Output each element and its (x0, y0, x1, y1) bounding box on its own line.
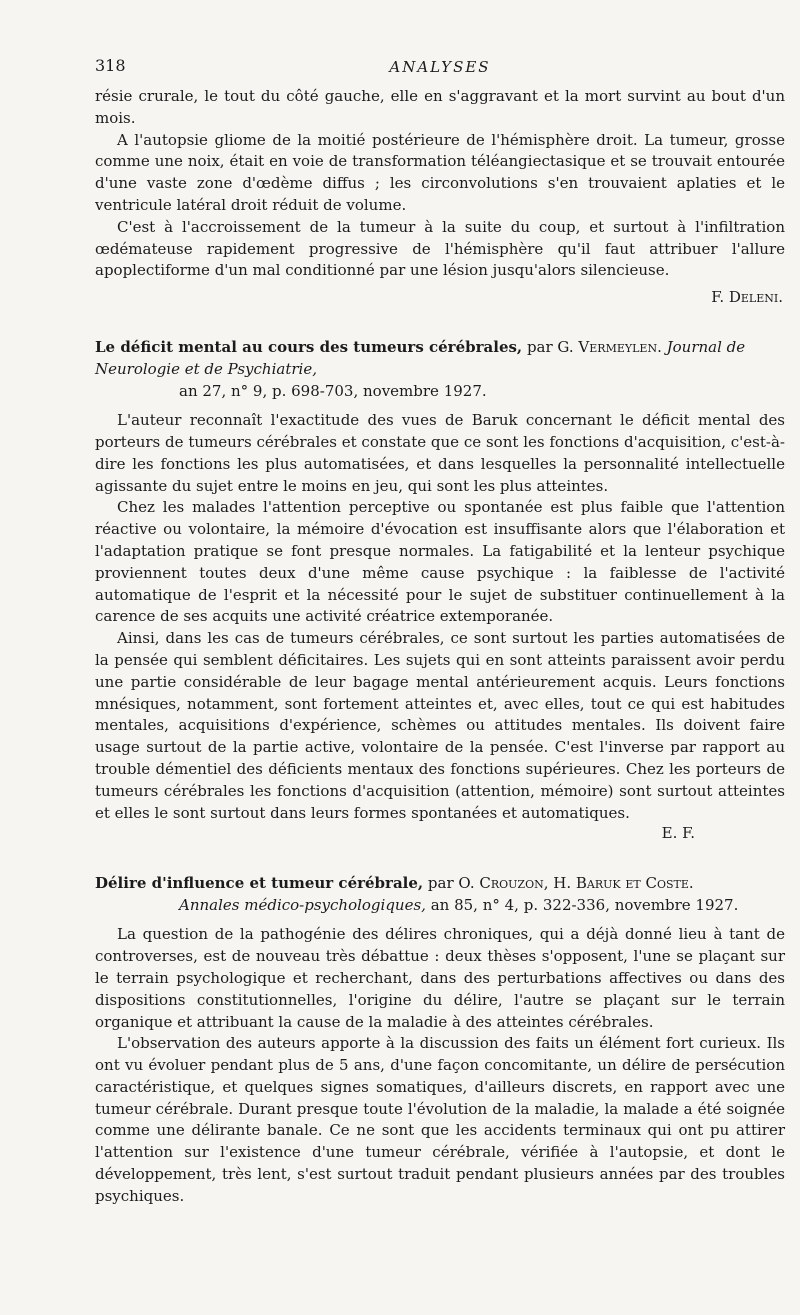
review-heading (95, 336, 785, 402)
page-number: 318 (95, 56, 126, 75)
article-title: Délire d'influence et tumeur cérébrale, (95, 874, 424, 893)
journal-name: Journal de Neurologie et de Psychiatrie, (95, 338, 746, 379)
running-head (95, 56, 785, 86)
review-3 (95, 872, 785, 1207)
paragraph: C'est à l'accroissement de la tumeur à la suite du coup, et surtout à l'infiltration œdémateuse rapidement progressive de l'hémisphère qu'il faut attribuer l'allure apoplectiforme d'un mal conditionné par une lésion jusqu'alors silencieuse. (95, 217, 785, 280)
by-label: par G. (526, 338, 574, 357)
publication-details: an 85, n° 4, p. 322-336, novembre 1927. (430, 896, 739, 915)
review-1 (95, 86, 785, 308)
page (95, 56, 785, 1208)
article-title: Le déficit mental au cours des tumeurs cérébrales, (95, 338, 523, 357)
article-author: Vermeylen. (578, 338, 662, 357)
paragraph: Ainsi, dans les cas de tumeurs cérébrales, ce sont surtout les parties automatisées de la pensée qui semblent déficitaires. Les sujets qui en sont atteints paraissent avoir perdu une partie considérable de leur bagage mental antérieurement acquis. Leurs fonctions mnésiques, notamment, sont fortement atteintes et, avec elles, tout ce qui est habitudes mentales, acquisitions d'expérience, schèmes ou attitudes mentales. Ils doivent faire usage surtout de la partie active, volontaire de la pensée. C'est l'inverse par rapport au trouble démentiel des déficients mentaux des fonctions supérieures. Chez les porteurs de tumeurs cérébrales les fonctions d'acquisition (attention, mémoire) sont surtout atteintes et elles le sont surtout dans leurs formes spontanées et automatiques. (95, 629, 785, 822)
journal-name: Annales médico-psychologiques, (179, 896, 426, 915)
paragraph: résie crurale, le tout du côté gauche, elle en s'aggravant et la mort survint au bout d'un mois. (95, 87, 785, 127)
reviewer-signature: F. Deleni. (711, 288, 783, 307)
review-2 (95, 336, 785, 844)
paragraph: L'observation des auteurs apporte à la discussion des faits un élément fort curieux. Ils ont vu évoluer pendant plus de 5 ans, d'une façon concomitante, un délire de persécution caractéristique, et quelques signes somatiques, d'ailleurs discrets, en rapport avec une tumeur cérébrale. Durant presque toute l'évolution de la maladie, la malade a été soignée comme une délirante banale. Ce ne sont que les accidents terminaux qui ont pu attirer l'attention sur l'existence d'une tumeur cérébrale, vérifiée à l'autopsie, et dont le développement, très lent, s'est surtout traduit pendant plusieurs années par des troubles psychiques. (95, 1034, 785, 1205)
publication-details: an 27, n° 9, p. 698-703, novembre 1927. (179, 382, 487, 401)
running-title: ANALYSES (389, 58, 491, 76)
paragraph: Chez les malades l'attention perceptive ou spontanée est plus faible que l'attention réactive ou volontaire, la mémoire d'évocation est insuffisante alors que l'élaboration et l'adaptation pratique se font presque normales. La fatigabilité et la lenteur psychique proviennent toutes deux d'une même cause psychique : la faiblesse de l'activité automatique de l'esprit et la nécessité pour le sujet de substituer continuellement à la carence de ses acquits une activité créatrice extemporanée. (95, 498, 785, 626)
reviewer-signature: E. F. (661, 824, 695, 843)
paragraph: La question de la pathogénie des délires chroniques, qui a déjà donné lieu à tant de controverses, est de nouveau très débattue : deux thèses s'opposent, l'une se plaçant sur le terrain psychologique et recherchant, dans des perturbations affectives ou dans des dispositions constitutionnelles, l'origine du délire, l'autre se plaçant sur le terrain organique et attribuant la cause de la maladie à des atteintes cérébrales. (95, 925, 785, 1031)
by-label: par O. (427, 874, 475, 893)
paragraph: A l'autopsie gliome de la moitié postérieure de l'hémisphère droit. La tumeur, grosse comme une noix, était en voie de transformation téléangiectasique et se trouvait entourée d'une vaste zone d'œdème diffus ; les circonvolutions s'en trouvaient aplaties et le ventricule latéral droit réduit de volume. (95, 130, 785, 214)
paragraph: L'auteur reconnaît l'exactitude des vues de Baruk concernant le déficit mental des porteurs de tumeurs cérébrales et constate que ce sont les fonctions d'acquisition, c'est-à-dire les fonctions les plus automatisées, et dans lesquelles la personnalité intellectuelle agissante du sujet entre le moins en jeu, qui sont les plus atteintes. (95, 411, 785, 495)
article-authors: Crouzon, H. Baruk et Coste. (479, 874, 694, 893)
review-heading (95, 872, 785, 916)
